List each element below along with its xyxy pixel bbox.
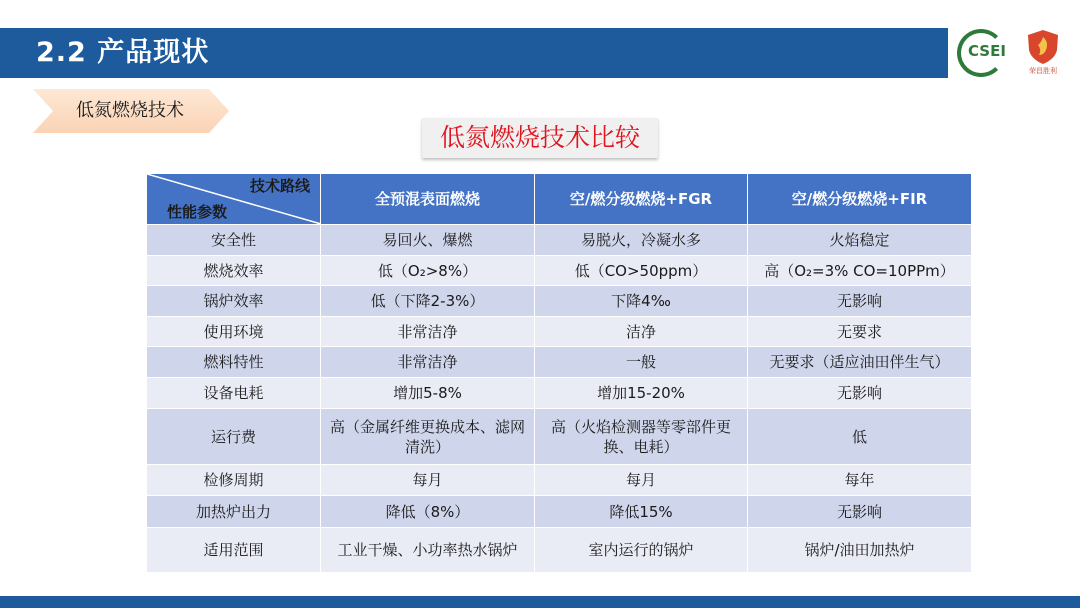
value-cell: 一般	[535, 347, 748, 378]
value-cell: 易回火、爆燃	[321, 225, 535, 256]
value-cell: 增加15-20%	[535, 378, 748, 409]
value-cell: 非常洁净	[321, 347, 535, 378]
param-cell: 检修周期	[147, 465, 321, 496]
value-cell: 无影响	[748, 378, 972, 409]
shield-logo-caption: 荣昌胜利	[1029, 67, 1057, 75]
param-cell: 运行费	[147, 409, 321, 465]
table-row	[147, 378, 972, 409]
corner-top-label: 技术路线	[249, 177, 310, 195]
value-cell: 无要求（适应油田伴生气）	[748, 347, 972, 378]
table-row	[147, 347, 972, 378]
value-cell: 低（O₂>8%）	[321, 256, 535, 286]
value-cell: 室内运行的锅炉	[535, 528, 748, 573]
table-row	[147, 256, 972, 286]
value-cell: 无要求	[748, 317, 972, 347]
table-row	[147, 286, 972, 317]
table-row	[147, 317, 972, 347]
corner-header-cell	[147, 174, 321, 225]
column-header: 空/燃分级燃烧+FIR	[748, 174, 972, 225]
value-cell: 高（火焰检测器等零部件更换、电耗）	[535, 409, 748, 465]
footer-bar	[0, 596, 1080, 608]
column-header: 空/燃分级燃烧+FGR	[535, 174, 748, 225]
param-cell: 设备电耗	[147, 378, 321, 409]
shield-logo	[1022, 28, 1064, 76]
csei-logo	[955, 27, 1013, 79]
table-row	[147, 409, 972, 465]
value-cell: 火焰稳定	[748, 225, 972, 256]
value-cell: 易脱火，冷凝水多	[535, 225, 748, 256]
value-cell: 洁净	[535, 317, 748, 347]
comparison-table	[146, 173, 972, 573]
value-cell: 工业干燥、小功率热水锅炉	[321, 528, 535, 573]
param-cell: 安全性	[147, 225, 321, 256]
corner-bottom-label: 性能参数	[167, 203, 228, 221]
table-row	[147, 496, 972, 528]
table-row	[147, 528, 972, 573]
slide-title: 2.2 产品现状	[36, 37, 210, 68]
value-cell: 增加5-8%	[321, 378, 535, 409]
column-header: 全预混表面燃烧	[321, 174, 535, 225]
param-cell: 使用环境	[147, 317, 321, 347]
value-cell: 下降4‰	[535, 286, 748, 317]
table-row	[147, 225, 972, 256]
value-cell: 每年	[748, 465, 972, 496]
value-cell: 高（金属纤维更换成本、滤网清洗）	[321, 409, 535, 465]
param-cell: 加热炉出力	[147, 496, 321, 528]
value-cell: 每月	[321, 465, 535, 496]
section-tag	[33, 89, 229, 133]
csei-logo-text: CSEI	[968, 42, 1006, 60]
param-cell: 适用范围	[147, 528, 321, 573]
shield-icon	[1022, 28, 1064, 66]
value-cell: 低（CO>50ppm）	[535, 256, 748, 286]
value-cell: 无影响	[748, 496, 972, 528]
value-cell: 锅炉/油田加热炉	[748, 528, 972, 573]
value-cell: 降低15%	[535, 496, 748, 528]
value-cell: 高（O₂=3% CO=10PPm）	[748, 256, 972, 286]
param-cell: 燃烧效率	[147, 256, 321, 286]
section-tag-label: 低氮燃烧技术	[76, 100, 184, 121]
value-cell: 非常洁净	[321, 317, 535, 347]
value-cell: 低（下降2-3%）	[321, 286, 535, 317]
table-caption: 低氮燃烧技术比较	[422, 118, 658, 158]
param-cell: 锅炉效率	[147, 286, 321, 317]
param-cell: 燃料特性	[147, 347, 321, 378]
table-header-row	[147, 174, 972, 225]
value-cell: 低	[748, 409, 972, 465]
value-cell: 每月	[535, 465, 748, 496]
table-row	[147, 465, 972, 496]
value-cell: 降低（8%）	[321, 496, 535, 528]
value-cell: 无影响	[748, 286, 972, 317]
